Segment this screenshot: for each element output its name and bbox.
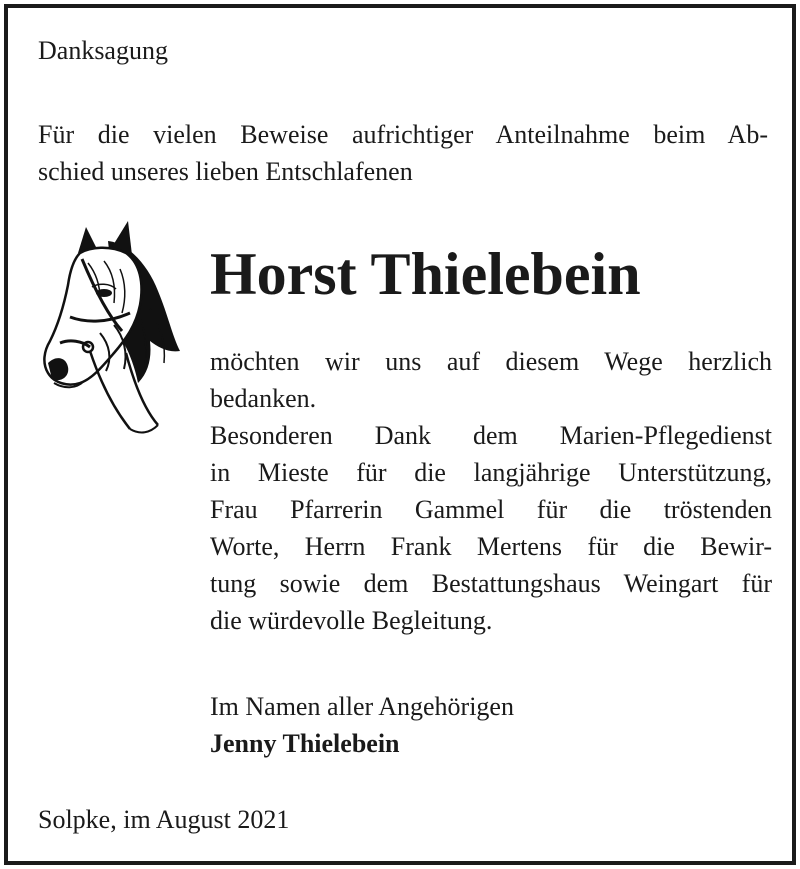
notice-heading: Danksagung xyxy=(38,36,168,65)
signer-name: Jenny Thielebein xyxy=(210,729,400,758)
signoff xyxy=(210,688,514,762)
body-line: Besonderen Dank dem Marien-Pflegedienst xyxy=(210,421,772,450)
obituary-notice xyxy=(4,4,796,865)
intro-line: schied unseres lieben Entschlafenen xyxy=(38,157,413,186)
intro-paragraph xyxy=(38,116,768,190)
place-date: Solpke, im August 2021 xyxy=(38,805,290,834)
body-line: in Mieste für die langjährige Unterstützung, xyxy=(210,458,772,487)
signoff-phrase: Im Namen aller Angehörigen xyxy=(210,692,514,721)
intro-line: Für die vielen Beweise aufrichtiger Anteilnahme beim Ab- xyxy=(38,120,768,149)
body-line: möchten wir uns auf diesem Wege herzlich xyxy=(210,347,772,376)
horse-head-icon xyxy=(30,213,190,448)
body-line: tung sowie dem Bestattungshaus Weingart für xyxy=(210,569,772,598)
thanks-paragraph xyxy=(210,343,772,639)
deceased-name: Horst Thielebein xyxy=(210,241,641,307)
body-line: die würdevolle Begleitung. xyxy=(210,606,493,635)
body-line: Frau Pfarrerin Gammel für die tröstenden xyxy=(210,495,772,524)
body-line: Worte, Herrn Frank Mertens für die Bewir- xyxy=(210,532,772,561)
body-line: bedanken. xyxy=(210,384,317,413)
